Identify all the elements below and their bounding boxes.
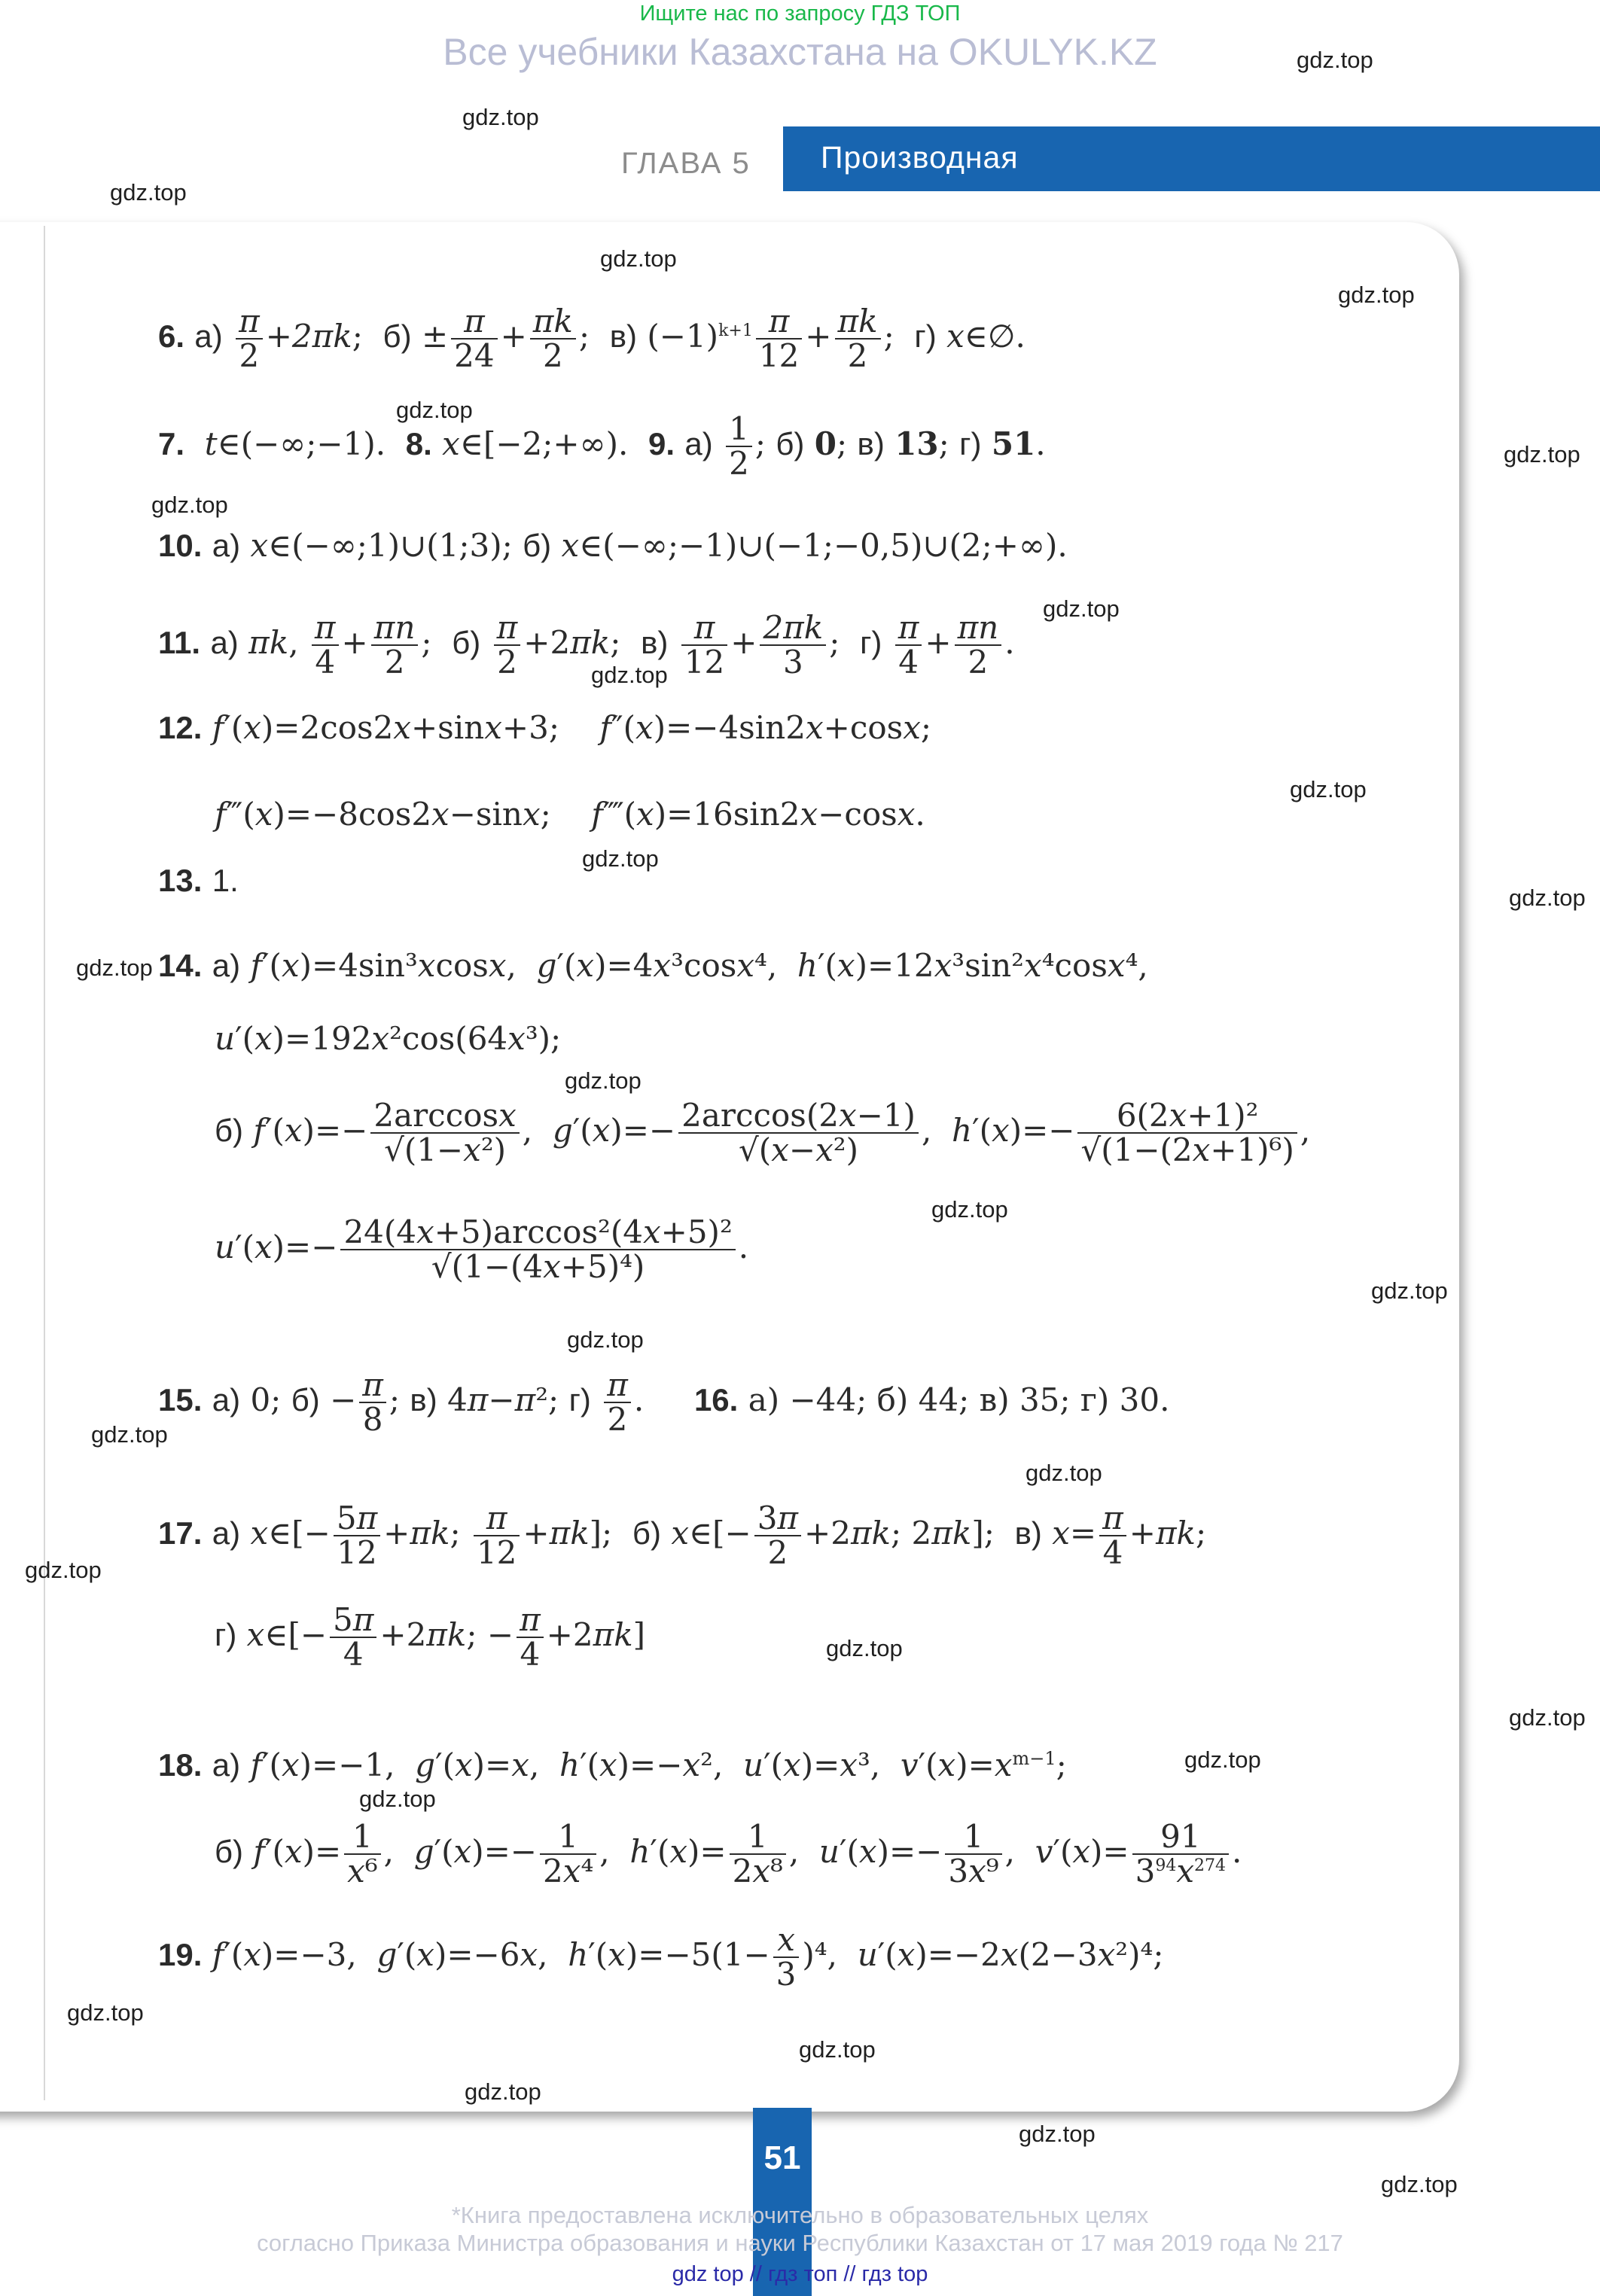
answer-10: 10. а) x∈(−∞;1)∪(1;3); б) x∈(−∞;−1)∪(−1;−0,5)∪(2;+∞). xyxy=(158,527,1068,564)
footer-note-line-2: согласно Приказа Министра образования и науки Республики Казахстан от 17 мая 2019 года № 217 xyxy=(257,2230,1343,2256)
watermark: gdz.top xyxy=(1338,282,1415,308)
answer-17-g: г) x∈[− $\frac{5\pi}{4}$ +2πk; − $\frac{\pi}{4}$ +2πk] xyxy=(215,1601,646,1673)
answer-7-9: 7. t∈(−∞;−1). 8. x∈[−2;+∞). 9. а) $\frac{1}{2}$ ; б) 0; в) 13; г) 51. xyxy=(158,410,1046,483)
answer-number: 15. xyxy=(158,1382,203,1418)
answer-number: 9. xyxy=(648,426,675,462)
watermark: gdz.top xyxy=(359,1786,436,1812)
watermark: gdz.top xyxy=(565,1067,642,1094)
answer-15-16: 15. а) 0; б) − $\frac{\pi}{8}$ ; в) 4π−π²; г) $\frac{\pi}{2}$ . 16. а) −44; б) 44; в) 35; г) 30. xyxy=(158,1366,1170,1439)
answer-12: 12. f′(x)=2cos2x+sinx+3; f″(x)=−4sin2x+cosx; xyxy=(158,709,932,746)
answer-number: 7. xyxy=(158,426,185,462)
answer-11: 11. а) πk, $\frac{\pi}{4}$ + $\frac{\pi n}{2}$ ; б) $\frac{\pi}{2}$ +2πk; в) $\frac{\pi}{12}$ + $\frac{2\pi k}{3}$ ; г) $\frac{\pi}{4}$ + $\frac{\pi n}{2}$ . xyxy=(158,609,1015,681)
answer-16-text: а) −44; б) 44; в) 35; г) 30. xyxy=(748,1381,1170,1419)
answer-19: 19. f′(x)=−3, g′(x)=−6x, h′(x)=−5(1− $\frac{x}{3}$ )⁴, u′(x)=−2x(2−3x²)⁴; xyxy=(158,1921,1164,1993)
watermark: gdz.top xyxy=(600,245,677,272)
answer-18: 18. а) f′(x)=−1, g′(x)=x, h′(x)=−x², u′(x)=x³, $v'(x)=x^{m-1}$; xyxy=(158,1746,1067,1783)
chapter-label: ГЛАВА 5 xyxy=(621,147,751,180)
answer-number: 8. xyxy=(405,426,432,462)
answer-number: 13. xyxy=(158,863,203,898)
answer-14: 14. а) f′(x)=4sin³xcosx, g′(x)=4x³cosx⁴, h′(x)=12x³sin²x⁴cosx⁴, xyxy=(158,947,1148,984)
footer-note-line-1: *Книга предоставлена исключительно в образовательных целях xyxy=(451,2202,1149,2228)
watermark: gdz.top xyxy=(25,1557,102,1583)
watermark: gdz.top xyxy=(591,662,668,688)
watermark: gdz.top xyxy=(76,955,153,981)
answer-6: 6. а) $\frac{\pi}{2}$ +2πk; б) ± $\frac{\pi}{24}$ + $\frac{\pi k}{2}$ ; в) $(-1)^{k+1}$ $\frac{\pi}{12}$ + $\frac{\pi k}{2}$ ; г) x∈∅. xyxy=(158,303,1026,375)
watermark: gdz.top xyxy=(826,1635,903,1661)
watermark: gdz.top xyxy=(396,397,473,423)
watermark: gdz.top xyxy=(1371,1277,1448,1304)
answer-13 xyxy=(158,862,239,900)
answer-12-cont: f‴(x)=−8cos2x−sinx; f⁗(x)=16sin2x−cosx. xyxy=(215,796,925,833)
watermark: gdz.top xyxy=(567,1326,644,1353)
answer-number: 11. xyxy=(158,625,201,661)
page-number: 51 xyxy=(763,2139,801,2176)
answer-number: 6. xyxy=(158,318,185,355)
panel-margin-rule xyxy=(44,226,45,2100)
watermark: gdz.top xyxy=(1019,2121,1096,2147)
answer-14-b-cont: u′(x)=− $\frac{\text{24(4x+5)arccos²(4x+5)²}}{\text{√(1−(4x+5)⁴)}}$ . xyxy=(215,1213,749,1286)
watermark: gdz.top xyxy=(1381,2171,1458,2197)
answer-number: 10. xyxy=(158,528,203,563)
watermark: gdz.top xyxy=(1184,1746,1261,1773)
answer-number: 17. xyxy=(158,1515,203,1551)
watermark: gdz.top xyxy=(151,492,228,518)
watermark: gdz.top xyxy=(1504,441,1580,467)
answer-14-a-cont: u′(x)=192x²cos(64x³); xyxy=(215,1020,562,1057)
answer-number: 18. xyxy=(158,1747,203,1783)
answer-13-text: 1. xyxy=(212,863,239,898)
answer-number: 14. xyxy=(158,948,203,983)
answers-area xyxy=(158,0,1438,2108)
watermark: gdz.top xyxy=(465,2078,541,2105)
chapter-title: Производная xyxy=(821,140,1019,175)
watermark: gdz.top xyxy=(462,104,539,130)
watermark: gdz.top xyxy=(1509,1704,1586,1731)
watermark: gdz.top xyxy=(110,179,187,206)
watermark: gdz.top xyxy=(799,2036,876,2063)
answer-number: 19. xyxy=(158,1937,203,1973)
watermark: gdz.top xyxy=(931,1196,1008,1223)
answer-18-b: б) f′(x)= $\frac{1}{\text{x⁶}}$ , g′(x)=− $\frac{1}{\text{2x⁴}}$ , h′(x)= $\frac{1}{\text{2x⁸}}$ , u′(x)=− $\frac{1}{\text{3x⁹}}$ , v′(x)= $\frac{91}{3^{94}x^{274}}$ . xyxy=(215,1818,1242,1890)
watermark: gdz.top xyxy=(1043,595,1120,622)
site-banner: Все учебники Казахстана на OKULYK.KZ xyxy=(443,31,1157,73)
watermark: gdz.top xyxy=(1026,1460,1102,1486)
watermark: gdz.top xyxy=(1297,47,1373,73)
answer-number: 16. xyxy=(693,1382,739,1418)
watermark: gdz.top xyxy=(67,1999,144,2026)
watermark: gdz.top xyxy=(582,845,659,872)
answer-number: 12. xyxy=(158,710,203,745)
watermark: gdz.top xyxy=(1509,885,1586,911)
footer-links[interactable]: gdz top // гдз топ // гдз top xyxy=(672,2262,928,2286)
answer-14-b: б) f′(x)=− $\frac{2\arccos x}{\text{√(1−x²)}}$ , g′(x)=− $\frac{2\arccos(2x-1)}{\text{√(x−x²)}}$ , h′(x)=− $\frac{\text{6(2x+1)²}}{\text{√(1−(2x+1)⁶)}}$ , xyxy=(215,1097,1311,1169)
watermark: gdz.top xyxy=(91,1421,168,1448)
watermark: gdz.top xyxy=(1290,776,1367,802)
search-hint: Ищите нас по запросу ГДЗ ТОП xyxy=(639,2,961,26)
answer-17: 17. а) x∈[− $\frac{5\pi}{12}$ +πk; $\frac{\pi}{12}$ +πk]; б) x∈[− $\frac{3\pi}{2}$ +2πk; 2πk]; в) x= $\frac{\pi}{4}$ +πk; xyxy=(158,1500,1207,1572)
